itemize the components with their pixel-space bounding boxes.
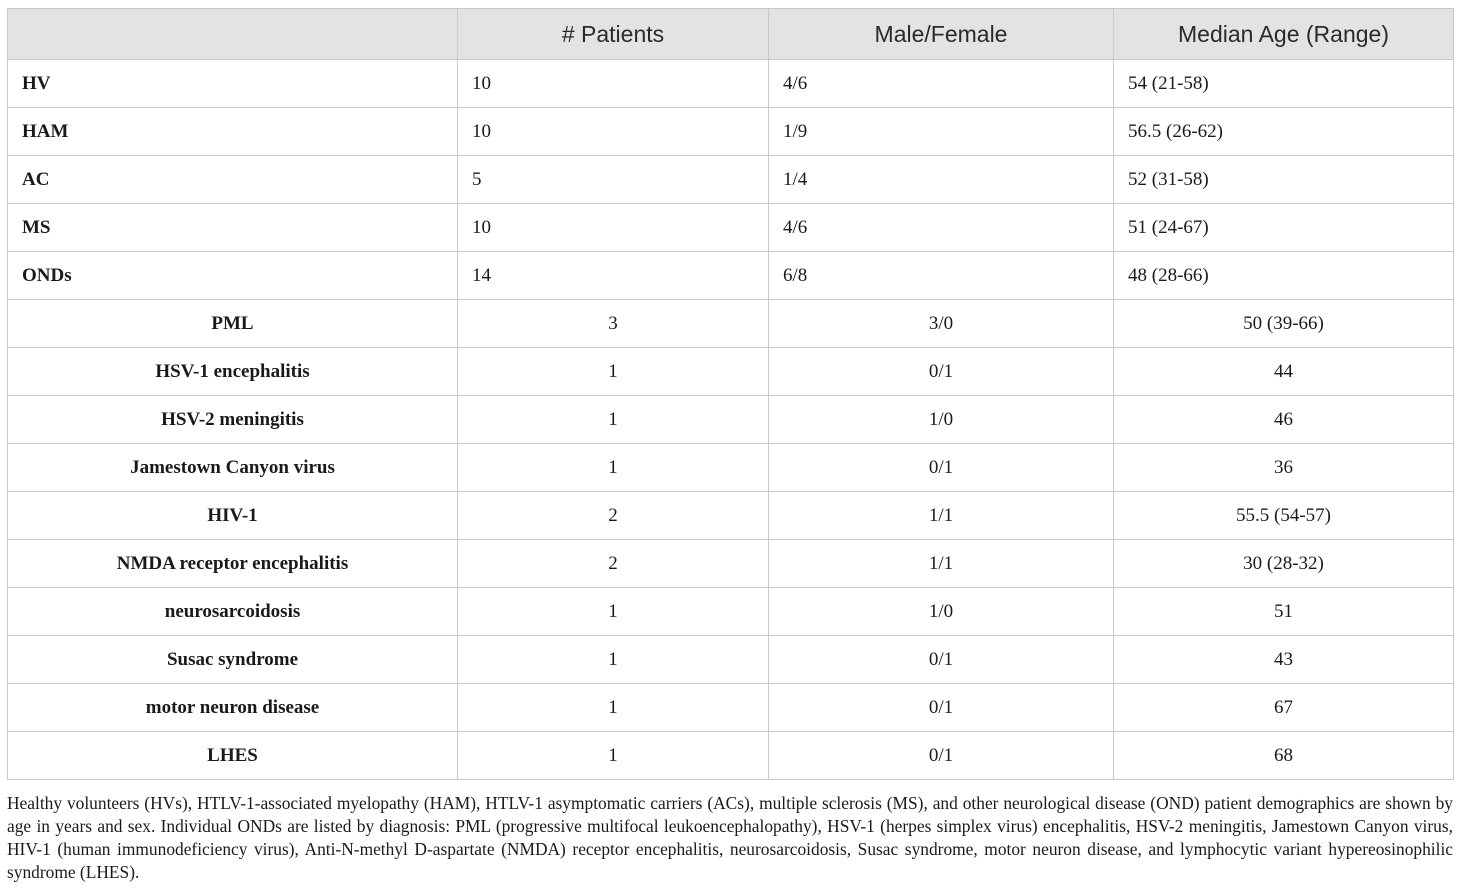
patients-cell: 10 [458,204,769,252]
male-female-cell: 4/6 [769,204,1114,252]
median-age-cell: 44 [1114,348,1454,396]
male-female-cell: 1/1 [769,492,1114,540]
group-name: ONDs [8,252,458,300]
median-age-cell: 55.5 (54-57) [1114,492,1454,540]
subgroup-row [8,540,1454,588]
median-age-cell: 36 [1114,444,1454,492]
male-female-cell: 0/1 [769,348,1114,396]
male-female-cell: 0/1 [769,684,1114,732]
group-name: HAM [8,108,458,156]
subgroup-row [8,588,1454,636]
male-female-cell: 1/4 [769,156,1114,204]
subgroup-name: Susac syndrome [8,636,458,684]
median-age-cell: 54 (21-58) [1114,60,1454,108]
patients-cell: 5 [458,156,769,204]
table-row [8,60,1454,108]
patients-cell: 10 [458,108,769,156]
table-footnote: Healthy volunteers (HVs), HTLV-1-associated myelopathy (HAM), HTLV-1 asymptomatic carriers (ACs), multiple sclerosis (MS), and other neurological disease (OND) patient demographics are shown by age in years and sex. Individual ONDs are listed by diagnosis: PML (progressive multifocal leukoencephalopathy), HSV-1 (herpes simplex virus) encephalitis, HSV-2 meningitis, Jamestown Canyon virus, HIV-1 (human immunodeficiency virus), Anti-N-methyl D-aspartate (NMDA) receptor encephalitis, neurosarcoidosis, Susac syndrome, motor neuron disease, and lymphocytic variant hypereosinophilic syndrome (LHES). [7,793,1453,882]
table-row [8,252,1454,300]
subgroup-row [8,732,1454,780]
group-name: MS [8,204,458,252]
subgroup-name: Jamestown Canyon virus [8,444,458,492]
table-row [8,204,1454,252]
header-patients: # Patients [458,9,769,60]
demographics-table-container [7,8,1453,780]
median-age-cell: 30 (28-32) [1114,540,1454,588]
subgroup-row [8,396,1454,444]
subgroup-row [8,492,1454,540]
patients-cell: 2 [458,492,769,540]
subgroup-row [8,444,1454,492]
group-name: HV [8,60,458,108]
male-female-cell: 0/1 [769,636,1114,684]
subgroup-row [8,348,1454,396]
patients-cell: 1 [458,396,769,444]
patients-cell: 2 [458,540,769,588]
subgroup-name: HSV-2 meningitis [8,396,458,444]
male-female-cell: 0/1 [769,732,1114,780]
median-age-cell: 50 (39-66) [1114,300,1454,348]
group-name: AC [8,156,458,204]
male-female-cell: 1/0 [769,396,1114,444]
subgroup-name: HSV-1 encephalitis [8,348,458,396]
patients-cell: 1 [458,444,769,492]
subgroup-name: neurosarcoidosis [8,588,458,636]
median-age-cell: 51 [1114,588,1454,636]
subgroup-name: motor neuron disease [8,684,458,732]
male-female-cell: 4/6 [769,60,1114,108]
male-female-cell: 6/8 [769,252,1114,300]
subgroup-row [8,300,1454,348]
male-female-cell: 1/1 [769,540,1114,588]
subgroup-name: PML [8,300,458,348]
patients-cell: 1 [458,684,769,732]
patients-cell: 3 [458,300,769,348]
median-age-cell: 67 [1114,684,1454,732]
header-group [8,9,458,60]
table-body [8,60,1454,780]
patients-cell: 10 [458,60,769,108]
patients-cell: 1 [458,588,769,636]
patients-cell: 14 [458,252,769,300]
male-female-cell: 0/1 [769,444,1114,492]
male-female-cell: 1/9 [769,108,1114,156]
header-row [8,9,1454,60]
median-age-cell: 68 [1114,732,1454,780]
subgroup-name: HIV-1 [8,492,458,540]
median-age-cell: 56.5 (26-62) [1114,108,1454,156]
subgroup-row [8,636,1454,684]
male-female-cell: 1/0 [769,588,1114,636]
subgroup-row [8,684,1454,732]
median-age-cell: 46 [1114,396,1454,444]
header-male-female: Male/Female [769,9,1114,60]
table-header [8,9,1454,60]
patients-cell: 1 [458,348,769,396]
header-median-age: Median Age (Range) [1114,9,1454,60]
table-row [8,156,1454,204]
median-age-cell: 48 (28-66) [1114,252,1454,300]
demographics-table [7,8,1454,780]
median-age-cell: 51 (24-67) [1114,204,1454,252]
median-age-cell: 43 [1114,636,1454,684]
table-row [8,108,1454,156]
male-female-cell: 3/0 [769,300,1114,348]
subgroup-name: LHES [8,732,458,780]
subgroup-name: NMDA receptor encephalitis [8,540,458,588]
patients-cell: 1 [458,636,769,684]
median-age-cell: 52 (31-58) [1114,156,1454,204]
patients-cell: 1 [458,732,769,780]
